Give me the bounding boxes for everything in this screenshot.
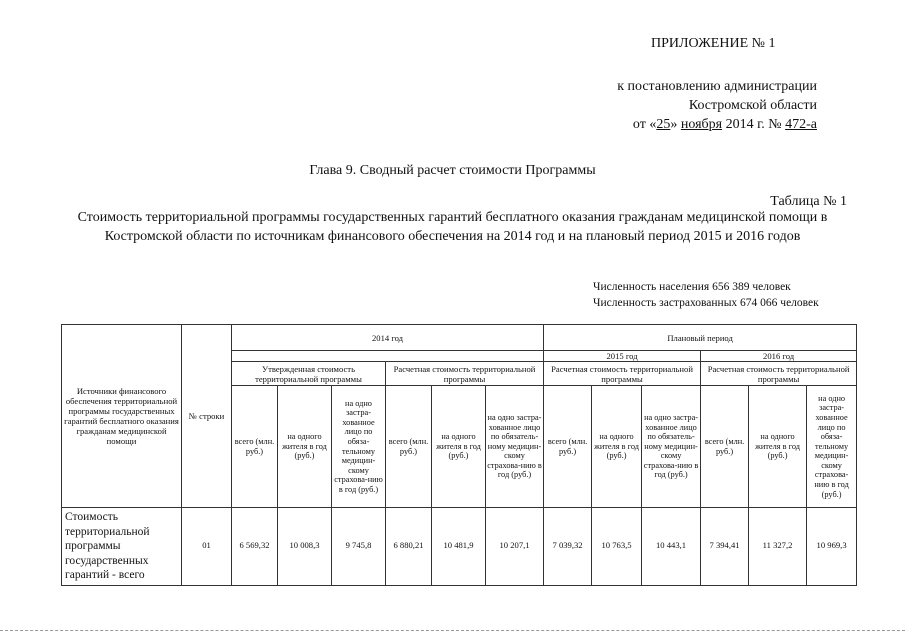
population-count: Численность населения 656 389 человек [593,281,791,293]
cell-value: 10 481,9 [432,508,486,586]
population-info [593,279,819,311]
chapter-title: Глава 9. Сводный расчет стоимости Программы [309,163,596,178]
cell-value: 10 763,5 [592,508,642,586]
cell-value: 11 327,2 [749,508,807,586]
page-edge-divider [0,630,905,631]
header-year-2016: 2016 год [701,351,857,362]
cell-value: 7 039,32 [544,508,592,586]
cost-table [61,324,857,586]
header-row-number: № строки [182,325,232,508]
table-title: Стоимость территориальной программы государственных гарантий бесплатного оказания гражданам медицинской помощи в Костромской области по источникам финансового обеспечения на 2014 год и на плановый период 2015 и 2016 годов [77,210,828,244]
table-row [62,508,857,586]
subheader-total: всего (млн. руб.) [701,386,749,508]
date-year: 2014 г. № [722,117,786,132]
header-source: Источники финансового обеспечения территориальной программы государственных гарантий бесплатного оказания гражданам медицинской помощи [62,325,182,508]
header-planned-period: Плановый период [544,325,857,351]
subheader-per-insured: на одно застра-хованное лицо по обязатель-ному медицин-скому страхова-нию в год (руб.) [642,386,701,508]
cell-value: 6 569,32 [232,508,278,586]
date-day: 25 [656,117,671,132]
decree-number: 472-а [785,117,817,132]
header-calc-cost-2015: Расчетная стоимость территориальной программы [544,362,701,386]
table-number: Таблица № 1 [770,194,847,209]
header-year-2014: 2014 год [232,325,544,351]
subheader-total: всего (млн. руб.) [386,386,432,508]
cell-value: 9 745,8 [332,508,386,586]
decree-date-line [617,115,817,134]
date-mid: » [670,117,681,132]
header-calc-cost-2016: Расчетная стоимость территориальной программы [701,362,857,386]
subheader-per-insured: на одно застра-хованное лицо по обяза-тельному медицин-скому страхова-нию в год (руб.) [807,386,857,508]
decree-line-1: к постановлению администрации [617,79,817,94]
row-number: 01 [182,508,232,586]
decree-reference [617,77,817,134]
subheader-per-resident: на одного жителя в год (руб.) [592,386,642,508]
header-year-2015: 2015 год [544,351,701,362]
cell-value: 7 394,41 [701,508,749,586]
cell-value: 10 207,1 [486,508,544,586]
subheader-per-insured: на одно застра-хованное лицо по обязатель-ному медицин-скому страхова-нию в год (руб.) [486,386,544,508]
subheader-per-resident: на одного жителя в год (руб.) [749,386,807,508]
subheader-total: всего (млн. руб.) [232,386,278,508]
subheader-total: всего (млн. руб.) [544,386,592,508]
decree-line-2: Костромской области [688,98,817,113]
cell-value: 10 443,1 [642,508,701,586]
cell-value: 6 880,21 [386,508,432,586]
header-calc-cost-2014: Расчетная стоимость территориальной программы [386,362,544,386]
date-prefix: от « [632,117,657,132]
header-2014-spacer [232,351,544,362]
subheader-per-insured: на одно застра-хованное лицо по обяза-тельному медицин-скому страхова-нию в год (руб.) [332,386,386,508]
row-name: Стоимость территориальной программы государственных гарантий - всего [62,508,182,586]
subheader-per-resident: на одного жителя в год (руб.) [278,386,332,508]
appendix-label: ПРИЛОЖЕНИЕ № 1 [651,36,776,51]
insured-count: Численность застрахованных 674 066 человек [593,297,819,309]
subheader-per-resident: на одного жителя в год (руб.) [432,386,486,508]
header-approved-cost: Утвержденная стоимость территориальной программы [232,362,386,386]
cell-value: 10 008,3 [278,508,332,586]
date-month: ноября [680,117,723,132]
cell-value: 10 969,3 [807,508,857,586]
